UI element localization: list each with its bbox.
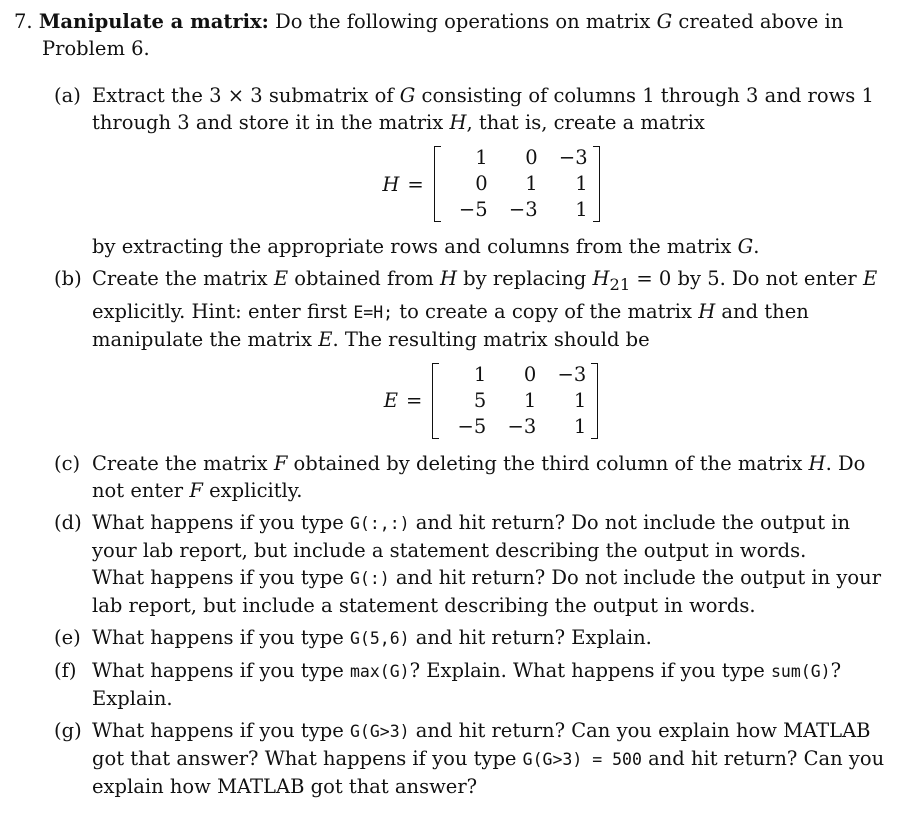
part-label: (f) <box>54 658 77 682</box>
part-text <box>92 450 890 504</box>
text-run: created above in Problem 6. <box>42 10 844 60</box>
text-run: . The resulting matrix should be <box>332 327 650 351</box>
math-variable: E <box>862 267 878 290</box>
part-f <box>54 657 890 712</box>
math-variable: H <box>808 451 826 475</box>
code-snippet: max(G) <box>349 661 410 681</box>
text-run: = 0 by 5. Do not enter <box>630 267 863 290</box>
math-variable: H <box>449 111 467 134</box>
matrix-table <box>442 145 592 223</box>
text-run: Create the matrix <box>92 267 274 290</box>
matrix-entry: 0 <box>523 362 537 386</box>
part-label: (d) <box>54 510 82 534</box>
text-run: ? Explain. What happens if you type <box>409 658 771 682</box>
math-variable: H <box>698 299 716 323</box>
part-text <box>92 624 890 652</box>
part-e <box>54 624 890 652</box>
matrix-entry: 1 <box>475 146 488 169</box>
matrix-row <box>440 388 590 414</box>
math-variable: G <box>737 235 754 258</box>
text-run: and then manipulate the matrix <box>92 299 809 351</box>
matrix-entry: 0 <box>525 146 538 169</box>
code-snippet: G(5,6) <box>349 628 410 648</box>
math-variable: H <box>592 267 610 290</box>
matrix-entry: −3 <box>508 198 538 221</box>
text-run: Do the following operations on matrix <box>275 10 657 33</box>
math-variable: F <box>189 478 203 502</box>
code-snippet: G(:) <box>349 568 390 588</box>
text-run: explicitly. Hint: enter first <box>92 299 354 323</box>
text-run: obtained from <box>288 267 440 290</box>
part-label: (a) <box>54 84 81 107</box>
matrix-entry: 1 <box>473 362 487 386</box>
matrix-entry: 1 <box>573 414 587 438</box>
matrix-entry: −5 <box>458 198 488 221</box>
matrix-entry: 0 <box>475 172 488 195</box>
matrix-display <box>92 362 890 440</box>
matrix-entry: 1 <box>525 172 538 195</box>
text-run: and hit return? Do not include the output in your lab report, but include a statement describing the output in words. <box>92 510 851 562</box>
matrix-entry: −5 <box>457 414 487 438</box>
part-text <box>92 265 890 353</box>
text-run: What happens if you type <box>92 658 350 682</box>
part-c <box>54 450 890 504</box>
code-snippet: G(:,:) <box>349 513 410 533</box>
matrix-row <box>442 197 592 223</box>
subscript: 21 <box>609 274 631 294</box>
text-run: consisting of columns 1 through 3 and rows 1 through 3 and store it in the matrix <box>92 84 874 134</box>
text-run: What happens if you type <box>92 510 350 534</box>
code-snippet: E=H; <box>353 302 394 322</box>
text-run: . Do not enter <box>92 451 866 502</box>
matrix-table <box>440 362 590 440</box>
problem-title: Manipulate a matrix: <box>38 10 269 33</box>
text-run: and hit return? Can you explain how MATLAB got that answer? What happens if you type <box>92 718 871 770</box>
part-a <box>54 82 890 260</box>
part-text <box>92 717 890 800</box>
part-d <box>54 509 890 619</box>
code-snippet: G(G>3) = 500 <box>522 749 642 769</box>
part-b <box>54 265 890 440</box>
text-run: by extracting the appropriate rows and columns from the matrix <box>92 235 738 258</box>
math-variable: G <box>399 84 416 107</box>
matrix-entry: 1 <box>575 198 588 221</box>
math-variable: F <box>273 451 288 475</box>
part-text <box>92 657 890 712</box>
text-run: by replacing <box>456 267 593 290</box>
code-snippet: sum(G) <box>770 661 831 681</box>
matrix-row <box>440 414 590 440</box>
part-label: (g) <box>54 718 82 742</box>
text-run: What happens if you type <box>92 718 350 742</box>
text-run: , that is, create a matrix <box>466 111 705 134</box>
matrix-row <box>440 362 590 388</box>
math-variable: E <box>318 327 333 351</box>
matrix-entry: −3 <box>507 414 537 438</box>
text-run: Extract the 3 × 3 submatrix of <box>92 84 400 107</box>
text-run: and hit return? Can you explain how MATLAB got that answer? <box>92 746 885 798</box>
text-run: and hit return? Explain. <box>409 625 652 649</box>
matrix-brackets <box>432 362 598 440</box>
text-run: Create the matrix <box>92 451 274 475</box>
equals-sign: = <box>407 172 424 196</box>
matrix-entry: 1 <box>575 172 588 195</box>
matrix-entry: 1 <box>523 388 537 412</box>
problem-heading <box>14 8 890 62</box>
part-label: (b) <box>54 267 82 290</box>
text-run: . <box>753 235 760 258</box>
text-run: What happens if you type <box>92 625 350 649</box>
math-variable: E <box>273 267 289 290</box>
math-variable: H <box>439 267 457 290</box>
equals-sign: = <box>405 389 423 413</box>
math-variable: G <box>656 10 673 33</box>
problem-number: 7. <box>14 10 33 33</box>
text-run: ? Explain. <box>92 658 842 710</box>
matrix-name: H <box>382 172 400 196</box>
text-run: to create a copy of the matrix <box>393 299 699 323</box>
code-snippet: G(G>3) <box>349 721 410 741</box>
matrix-display <box>92 145 890 223</box>
part-text <box>92 509 890 619</box>
parts-list <box>54 82 890 800</box>
matrix-row <box>442 171 592 197</box>
matrix-name: E <box>383 389 398 413</box>
part-g <box>54 717 890 800</box>
matrix-entry: −3 <box>557 362 587 386</box>
part-followup-text <box>92 233 890 260</box>
matrix-brackets <box>434 145 600 223</box>
matrix-row <box>442 145 592 171</box>
part-text <box>92 82 890 136</box>
matrix-entry: 1 <box>573 388 587 412</box>
part-label: (c) <box>54 451 81 475</box>
text-run: and hit return? Do not include the output in your lab report, but include a statement describing the output in words. <box>92 565 882 617</box>
part-label: (e) <box>54 625 81 649</box>
matrix-entry: 5 <box>473 388 487 412</box>
matrix-entry: −3 <box>558 146 588 169</box>
text-run: explicitly. <box>202 478 303 502</box>
text-run: obtained by deleting the third column of the matrix <box>287 451 809 475</box>
text-run: What happens if you type <box>92 565 350 589</box>
